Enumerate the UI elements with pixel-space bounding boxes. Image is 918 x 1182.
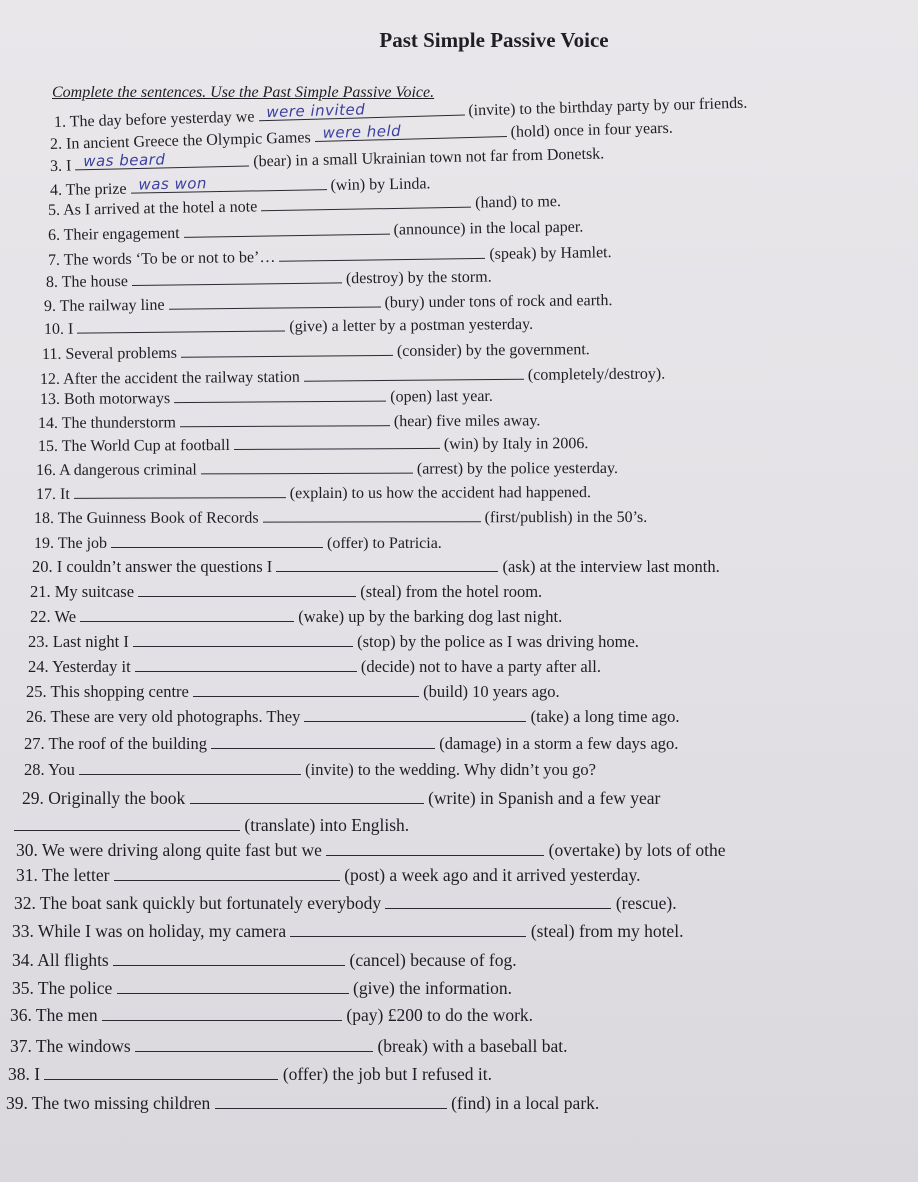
item-text-after: (steal) from my hotel.	[526, 921, 684, 941]
answer-blank[interactable]	[181, 341, 393, 358]
answer-blank[interactable]	[114, 866, 340, 881]
answer-blank[interactable]	[174, 387, 386, 403]
item-text-after: (arrest) by the police yesterday.	[412, 459, 618, 478]
item-text-before: 26. These are very old photographs. They	[26, 707, 305, 726]
item-text-after: (break) with a baseball bat.	[373, 1036, 568, 1056]
item-text-before: 39. The two missing children	[6, 1093, 215, 1113]
item-text-before: 1. The day before yesterday we	[53, 108, 259, 131]
answer-blank[interactable]	[234, 434, 440, 450]
item-text-before: 9. The railway line	[43, 296, 169, 315]
item-text-after: (give) the information.	[348, 978, 512, 998]
exercise-item	[12, 950, 517, 970]
item-text-before: 13. Both motorways	[39, 390, 175, 408]
exercise-item	[28, 657, 601, 677]
answer-blank[interactable]	[261, 193, 471, 212]
item-text-after: (destroy) by the storm.	[341, 268, 492, 288]
item-text-before: 38. I	[8, 1064, 45, 1084]
item-text-after: (translate) into English.	[240, 815, 410, 835]
exercise-item	[40, 386, 493, 410]
answer-blank[interactable]	[133, 632, 353, 647]
item-text-after: (first/publish) in the 50’s.	[480, 508, 648, 527]
exercise-item	[42, 339, 590, 365]
answer-blank[interactable]	[326, 841, 544, 856]
exercise-item	[22, 788, 660, 808]
item-text-after: (cancel) because of fog.	[345, 950, 517, 970]
item-text-after: (consider) by the government.	[392, 341, 590, 360]
item-text-before: 32. The boat sank quickly but fortunately everybody	[14, 893, 386, 913]
item-text-after: (stop) by the police as I was driving home.	[352, 632, 639, 651]
handwritten-answer: was won	[138, 174, 208, 194]
item-text-before: 24. Yesterday it	[28, 657, 135, 676]
item-text-before: 23. Last night I	[28, 632, 133, 651]
item-text-after: (write) in Spanish and a few year	[423, 788, 661, 808]
item-text-after: (explain) to us how the accident had happened.	[285, 484, 592, 503]
answer-blank[interactable]	[113, 951, 345, 966]
item-text-after: (damage) in a storm a few days ago.	[435, 734, 679, 753]
exercise-item	[38, 410, 540, 434]
answer-blank[interactable]	[258, 101, 464, 122]
exercise-item	[12, 978, 512, 998]
exercise-item	[44, 314, 533, 340]
item-text-before: 5. As I arrived at the hotel a note	[47, 198, 262, 219]
item-text-after: (find) in a local park.	[446, 1093, 600, 1113]
exercise-item	[30, 582, 542, 602]
exercise-item	[8, 1064, 492, 1084]
item-text-after: (post) a week ago and it arrived yesterday.	[339, 865, 641, 885]
exercise-item	[36, 482, 591, 505]
item-text-after: (win) by Linda.	[326, 175, 431, 195]
exercise-item	[48, 217, 584, 246]
item-text-before: 34. All flights	[12, 950, 114, 970]
item-text-before: 11. Several problems	[41, 344, 182, 363]
item-text-after: (wake) up by the barking dog last night.	[294, 607, 563, 626]
exercise-item	[34, 533, 442, 554]
answer-blank[interactable]	[276, 557, 498, 572]
item-text-before: 17. It	[35, 485, 74, 503]
item-text-before: 4. The prize	[49, 180, 131, 199]
item-text-before: 30. We were driving along quite fast but we	[16, 840, 327, 860]
answer-blank[interactable]	[44, 1065, 278, 1080]
answer-blank[interactable]	[80, 607, 294, 622]
page-title: Past Simple Passive Voice	[379, 28, 609, 52]
answer-blank[interactable]	[304, 707, 526, 722]
answer-blank[interactable]	[77, 316, 285, 333]
answer-blank[interactable]	[190, 789, 424, 804]
item-text-after: (overtake) by lots of othe	[544, 840, 726, 860]
item-text-after: (give) a letter by a postman yesterday.	[285, 315, 534, 336]
item-text-before: 31. The letter	[16, 865, 114, 885]
item-text-before: 37. The windows	[10, 1036, 136, 1056]
item-text-after: (completely/destroy).	[523, 365, 666, 384]
exercise-item	[10, 1005, 533, 1025]
exercise-item	[26, 707, 679, 727]
item-text-after: (speak) by Hamlet.	[485, 244, 612, 263]
item-text-after: (win) by Italy in 2006.	[439, 435, 589, 453]
item-text-after: (bury) under tons of rock and earth.	[380, 292, 613, 312]
item-text-before: 16. A dangerous criminal	[35, 461, 201, 479]
exercise-item	[24, 734, 678, 754]
item-text-before: 3. I	[49, 157, 76, 175]
item-text-before: 22. We	[30, 607, 81, 626]
item-text-before: 15. The World Cup at football	[37, 436, 234, 455]
item-text-after: (offer) to Patricia.	[323, 535, 442, 552]
item-text-before: 7. The words ‘To be or not to be’…	[47, 248, 280, 269]
answer-blank[interactable]	[279, 244, 485, 262]
exercise-item	[48, 242, 612, 271]
item-text-before: 29. Originally the book	[22, 788, 190, 808]
item-text-before: 10. I	[43, 320, 78, 338]
exercise-item	[10, 1036, 567, 1056]
answer-blank[interactable]	[138, 582, 356, 597]
answer-blank[interactable]	[180, 411, 390, 427]
exercise-item	[46, 267, 492, 293]
answer-blank[interactable]	[130, 175, 326, 193]
item-text-after: (open) last year.	[386, 387, 493, 406]
answer-blank[interactable]	[102, 1006, 342, 1021]
answer-blank[interactable]	[211, 734, 435, 749]
item-text-before: 27. The roof of the building	[24, 734, 212, 753]
exercise-item	[16, 865, 640, 885]
item-text-after: (hear) five miles away.	[389, 412, 541, 431]
item-text-before: 33. While I was on holiday, my camera	[12, 921, 291, 941]
item-text-before: 18. The Guinness Book of Records	[33, 509, 263, 527]
answer-blank[interactable]	[215, 1094, 447, 1109]
item-text-before: 35. The police	[12, 978, 117, 998]
item-text-after: (invite) to the wedding. Why didn’t you go?	[301, 760, 597, 779]
item-text-after: (bear) in a small Ukrainian town not far from Donetsk.	[249, 145, 605, 171]
item-text-before: 25. This shopping centre	[26, 682, 193, 701]
handwritten-answer: was beard	[83, 150, 166, 171]
answer-blank[interactable]	[263, 507, 481, 522]
item-text-after: (decide) not to have a party after all.	[356, 657, 601, 676]
item-text-after: (ask) at the interview last month.	[498, 557, 720, 576]
exercise-item	[6, 1093, 599, 1113]
item-text-after: (steal) from the hotel room.	[356, 582, 543, 601]
item-text-after: (build) 10 years ago.	[418, 682, 560, 701]
answer-blank[interactable]	[183, 220, 389, 238]
item-text-after: (take) a long time ago.	[526, 707, 680, 726]
answer-blank[interactable]	[132, 268, 342, 286]
exercise-item	[28, 632, 639, 652]
item-text-before: 36. The men	[10, 1005, 103, 1025]
answer-blank[interactable]	[135, 1037, 373, 1052]
exercise-item	[24, 760, 596, 780]
answer-blank[interactable]	[14, 816, 240, 831]
answer-blank[interactable]	[385, 894, 611, 909]
exercise-item	[36, 458, 618, 481]
item-text-before: 2. In ancient Greece the Olympic Games	[49, 129, 315, 153]
exercise-item	[14, 815, 409, 835]
item-text-after: (invite) to the birthday party by our friends.	[464, 94, 748, 120]
item-text-before: 14. The thunderstorm	[37, 414, 180, 432]
item-text-after: (hold) once in four years.	[506, 119, 673, 142]
answer-blank[interactable]	[314, 122, 506, 142]
exercise-item	[12, 921, 683, 941]
exercise-item	[34, 507, 647, 529]
instructions: Complete the sentences. Use the Past Simple Passive Voice.	[52, 84, 435, 101]
exercise-item	[30, 607, 562, 627]
item-text-after: (hand) to me.	[471, 193, 562, 212]
item-text-before: 19. The job	[34, 535, 112, 552]
item-text-before: 8. The house	[45, 272, 133, 291]
item-text-before: 20. I couldn’t answer the questions I	[32, 557, 277, 576]
item-text-after: (rescue).	[611, 893, 677, 913]
exercise-item	[38, 433, 588, 457]
item-text-after: (pay) £200 to do the work.	[342, 1005, 534, 1025]
item-text-before: 12. After the accident the railway station	[39, 368, 304, 388]
handwritten-answer: were held	[322, 121, 402, 142]
answer-blank[interactable]	[111, 533, 323, 548]
item-text-after: (offer) the job but I refused it.	[278, 1064, 492, 1084]
exercise-item	[26, 682, 560, 702]
answer-blank[interactable]	[79, 760, 301, 775]
answer-blank[interactable]	[304, 365, 524, 382]
item-text-before: 28. You	[24, 760, 80, 779]
answer-blank[interactable]	[193, 682, 419, 697]
answer-blank[interactable]	[117, 979, 349, 994]
answer-blank[interactable]	[168, 292, 380, 309]
answer-blank[interactable]	[74, 483, 286, 499]
item-text-before: 6. Their engagement	[47, 224, 184, 244]
answer-blank[interactable]	[290, 922, 526, 937]
exercise-item	[14, 893, 677, 913]
answer-blank[interactable]	[75, 151, 249, 170]
answer-blank[interactable]	[201, 459, 413, 475]
handwritten-answer: were invited	[266, 100, 366, 122]
exercise-item	[32, 557, 720, 577]
exercise-item	[16, 840, 726, 860]
answer-blank[interactable]	[135, 657, 357, 672]
item-text-before: 21. My suitcase	[30, 582, 139, 601]
item-text-after: (announce) in the local paper.	[389, 218, 584, 239]
